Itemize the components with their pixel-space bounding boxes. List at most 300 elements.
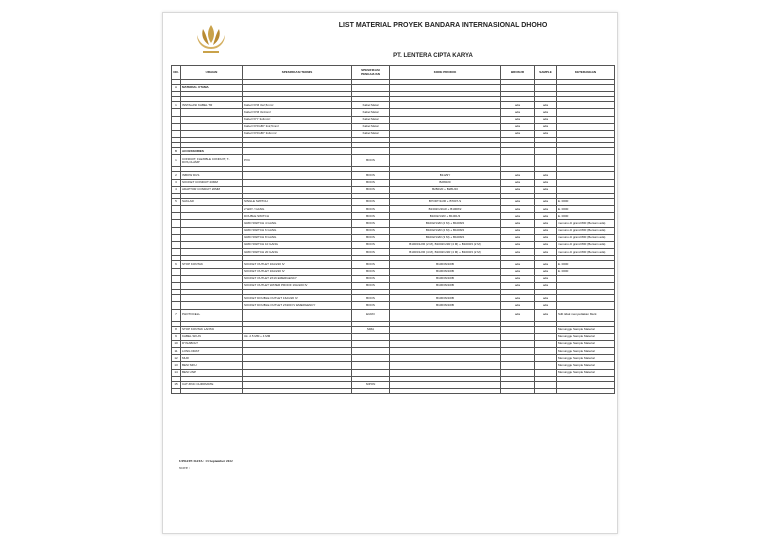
cell-brosur: ada (501, 198, 535, 205)
cell-kode-produk (390, 333, 501, 340)
cell-uraian (181, 282, 243, 289)
cell-no (172, 227, 181, 234)
cell-uraian: MATERIAL UTAMA (181, 85, 243, 92)
table-row (172, 234, 615, 241)
cell-keterangan: menunu di grand 800 (Bersam ada) (557, 220, 615, 227)
cell-no: 1 (172, 155, 181, 167)
document-page (162, 12, 618, 534)
cell-spek-teknis (243, 389, 352, 394)
cell-brosur: ada (501, 123, 535, 130)
cell-uraian (181, 302, 243, 309)
cell-sample: ada (535, 172, 557, 179)
cell-keterangan: E. 0000 (557, 213, 615, 220)
cell-spek-pengajuan (352, 355, 390, 362)
cell-keterangan: Menunggu Sample Material (557, 326, 615, 333)
cell-no (172, 234, 181, 241)
cell-uraian: STOP KONTAK (181, 261, 243, 268)
cell-brosur: ada (501, 302, 535, 309)
cell-spek-teknis: SINGLE SWITCH (243, 198, 352, 205)
cell-spek-pengajuan: BOOS (352, 213, 390, 220)
cell-spek-teknis: Kabel NYM 3x2,5mm² (243, 102, 352, 109)
cell-no (172, 220, 181, 227)
cell-no (172, 116, 181, 123)
cell-sample: ada (535, 179, 557, 186)
cell-no (172, 123, 181, 130)
cell-uraian: SAKLAR (181, 198, 243, 205)
cell-uraian: DYNABOLT (181, 340, 243, 347)
company-name: PT. LENTERA CIPTA KARYA (393, 53, 473, 59)
cell-kode-produk (390, 116, 501, 123)
cell-brosur (501, 355, 535, 362)
cell-sample: ada (535, 220, 557, 227)
cell-kode-produk: B1129Y (390, 172, 501, 179)
cell-sample: ada (535, 227, 557, 234)
cell-sample: ada (535, 282, 557, 289)
cell-sample: ada (535, 130, 557, 137)
cell-kode-produk (390, 123, 501, 130)
cell-brosur: ada (501, 186, 535, 193)
cell-uraian (181, 130, 243, 137)
cell-sample: ada (535, 261, 557, 268)
cell-spek-teknis (243, 355, 352, 362)
header-kode-produk: KODE PRODUK (390, 66, 501, 80)
table-row (172, 220, 615, 227)
cell-brosur: ada (501, 261, 535, 268)
cell-sample (535, 333, 557, 340)
cell-no: 11 (172, 348, 181, 355)
cell-uraian: ACCESSORIES (181, 148, 243, 155)
cell-spek-teknis (243, 85, 352, 92)
cell-kode-produk (390, 155, 501, 167)
table-row (172, 155, 615, 167)
cell-no (172, 302, 181, 309)
table-header-row (172, 66, 615, 80)
cell-uraian: CAT ZINC CHROMATE (181, 381, 243, 388)
cell-no (172, 249, 181, 256)
header-sample: SAMPLE (535, 66, 557, 80)
cell-brosur (501, 340, 535, 347)
cell-keterangan: Menunggu Sample Material (557, 348, 615, 355)
cell-spek-pengajuan: BOOS (352, 282, 390, 289)
cell-spek-teknis: GRID SWITCH 20 GANG (243, 249, 352, 256)
cell-spek-teknis: SOCKET OUTLET WATER PROOF 16A/220 IV (243, 282, 352, 289)
cell-spek-teknis: Kabel NYFGBY 3x2,5mm² (243, 123, 352, 130)
cell-spek-pengajuan: BOOS (352, 234, 390, 241)
cell-spek-teknis: Kabel NYM 3x4mm² (243, 109, 352, 116)
header-spek-pengajuan: SPESIFIKASI PENGAJUAN (352, 66, 390, 80)
cell-no (172, 206, 181, 213)
cell-spek-teknis: GRID SWITCH 6 GANG (243, 227, 352, 234)
cell-sample (535, 348, 557, 355)
cell-spek-teknis (243, 179, 352, 186)
cell-sample: ada (535, 234, 557, 241)
table-row (172, 148, 615, 155)
cell-kode-produk: B1063N/16IB (390, 268, 501, 275)
cell-sample: ada (535, 295, 557, 302)
cell-uraian: SOCKET CONDUIT 20MM (181, 179, 243, 186)
table-row (172, 268, 615, 275)
cell-kode-produk: B1063N/16IB (390, 261, 501, 268)
cell-sample (535, 389, 557, 394)
table-row (172, 326, 615, 333)
cell-sample: ada (535, 302, 557, 309)
cell-sample (535, 381, 557, 388)
cell-spek-pengajuan: Kabel Metal (352, 102, 390, 109)
cell-no: 6 (172, 261, 181, 268)
cell-brosur: ada (501, 109, 535, 116)
table-row (172, 362, 615, 369)
cell-no: 1 (172, 102, 181, 109)
cell-keterangan (557, 155, 615, 167)
cell-spek-teknis (243, 309, 352, 321)
cell-sample: ada (535, 102, 557, 109)
cell-brosur (501, 369, 535, 376)
cell-brosur (501, 362, 535, 369)
cell-spek-teknis: GRID SWITCH 10 GANG (243, 242, 352, 249)
cell-kode-produk (390, 326, 501, 333)
cell-spek-pengajuan (352, 85, 390, 92)
cell-kode-produk: B1002/1/2R + B1001/3 (390, 213, 501, 220)
cell-keterangan: menunu di grand 800 (Bersam ada) (557, 234, 615, 241)
cell-brosur (501, 348, 535, 355)
cell-brosur: ada (501, 130, 535, 137)
cell-kode-produk: B1002/1/2R (2 M) + B1008/2 (390, 227, 501, 234)
table-row (172, 242, 615, 249)
cell-keterangan (557, 302, 615, 309)
table-row (172, 381, 615, 388)
cell-kode-produk: B1302/1/2GR + B1008/2 (390, 206, 501, 213)
cell-brosur: ada (501, 116, 535, 123)
cell-spek-pengajuan: BOOS (352, 268, 390, 275)
cell-keterangan: Sdlt tidak menyediakan Merk (557, 309, 615, 321)
header-uraian: URAIAN (181, 66, 243, 80)
cell-spek-pengajuan (352, 333, 390, 340)
cell-keterangan: menunu di grand 800 (Bersam ada) (557, 242, 615, 249)
cell-spek-teknis (243, 172, 352, 179)
cell-brosur: ada (501, 206, 535, 213)
cell-kode-produk: B1002/1/2R (2 M) + B1008/2 (390, 220, 501, 227)
cell-kode-produk (390, 102, 501, 109)
cell-brosur: ada (501, 295, 535, 302)
cell-spek-pengajuan: BOOS (352, 275, 390, 282)
cell-kode-produk: B1003/1/2R (4 M), B1002/1/2R (4 M) + B1000/3 (2 M) (390, 249, 501, 256)
cell-kode-produk: B1063N/16IB (390, 302, 501, 309)
cell-kode-produk: B1063N/16IB (390, 295, 501, 302)
cell-keterangan (557, 186, 615, 193)
cell-keterangan: E. 0000 (557, 206, 615, 213)
cell-uraian (181, 109, 243, 116)
cell-brosur: ada (501, 172, 535, 179)
cell-no: 7 (172, 309, 181, 321)
table-row (172, 130, 615, 137)
cell-brosur (501, 333, 535, 340)
cell-no (172, 282, 181, 289)
cell-kode-produk (390, 130, 501, 137)
cell-spek-pengajuan (352, 348, 390, 355)
cell-spek-pengajuan: EURO (352, 309, 390, 321)
cell-spek-teknis: GRID SWITCH 8 GANG (243, 234, 352, 241)
table-row (172, 275, 615, 282)
cell-keterangan: Menunggu Sample Material (557, 333, 615, 340)
cell-spek-pengajuan (352, 340, 390, 347)
cell-no: 8 (172, 326, 181, 333)
cell-spek-teknis: SOCKET OUTLET 16A/220 IV (243, 268, 352, 275)
cell-keterangan (557, 130, 615, 137)
cell-brosur: ada (501, 309, 535, 321)
cell-uraian (181, 242, 243, 249)
table-row (172, 295, 615, 302)
cell-kode-produk (390, 348, 501, 355)
table-row (172, 369, 615, 376)
cell-uraian (181, 123, 243, 130)
header-brosur: BROSUR (501, 66, 535, 80)
cell-kode-produk (390, 389, 501, 394)
cell-sample: ada (535, 116, 557, 123)
cell-spek-teknis: 2 WAY / GANG (243, 206, 352, 213)
table-row (172, 85, 615, 92)
cell-spek-teknis: GRID SWITCH 4 GANG (243, 220, 352, 227)
cell-brosur: ada (501, 275, 535, 282)
cell-spek-teknis (243, 340, 352, 347)
cell-uraian (181, 268, 243, 275)
cell-uraian (181, 213, 243, 220)
cell-brosur: ada (501, 249, 535, 256)
cell-spek-teknis (243, 326, 352, 333)
cell-keterangan: Menunggu Sample Material (557, 362, 615, 369)
table-row (172, 172, 615, 179)
cell-spek-pengajuan: BOOS (352, 261, 390, 268)
cell-keterangan (557, 282, 615, 289)
table-row (172, 282, 615, 289)
table-row (172, 179, 615, 186)
cell-spek-pengajuan: Kabel Metal (352, 123, 390, 130)
cell-uraian: BESI UNP (181, 369, 243, 376)
cell-spek-teknis (243, 362, 352, 369)
cell-uraian: STOP KONTAK LANTAI (181, 326, 243, 333)
cell-uraian: INSTALASI KABEL TR (181, 102, 243, 109)
cell-keterangan (557, 381, 615, 388)
cell-uraian (181, 389, 243, 394)
cell-spek-pengajuan: Kabel Metal (352, 116, 390, 123)
cell-uraian (181, 249, 243, 256)
cell-spek-teknis (243, 381, 352, 388)
cell-no: B (172, 148, 181, 155)
cell-spek-pengajuan: BOOS (352, 227, 390, 234)
cell-no: 5 (172, 198, 181, 205)
cell-sample: ada (535, 206, 557, 213)
cell-spek-teknis: SOCKET DOUBLE OUTLET 2X200 IV EMERGENCY (243, 302, 352, 309)
cell-spek-teknis: PVC (243, 155, 352, 167)
cell-no: 4 (172, 186, 181, 193)
cell-keterangan: Menunggu Sample Material (557, 355, 615, 362)
cell-no: 14 (172, 369, 181, 376)
cell-sample (535, 362, 557, 369)
table-row (172, 102, 615, 109)
cell-spek-pengajuan: BOOS (352, 155, 390, 167)
table-row (172, 340, 615, 347)
cell-kode-produk (390, 85, 501, 92)
cell-spek-teknis: Kabel NYY 3x4mm² (243, 116, 352, 123)
cell-sample (535, 369, 557, 376)
cell-uraian (181, 295, 243, 302)
cell-spek-teknis: Uk. 2.5 MM + 4 MM (243, 333, 352, 340)
cell-keterangan (557, 179, 615, 186)
cell-uraian (181, 227, 243, 234)
cell-keterangan: menunu di grand 800 (Bersam ada) (557, 249, 615, 256)
table-row (172, 206, 615, 213)
cell-kode-produk (390, 381, 501, 388)
table-row (172, 227, 615, 234)
cell-brosur (501, 148, 535, 155)
cell-brosur: ada (501, 179, 535, 186)
cell-brosur (501, 389, 535, 394)
cell-kode-produk (390, 369, 501, 376)
table-body (172, 80, 615, 394)
table-row (172, 116, 615, 123)
cell-brosur (501, 326, 535, 333)
cell-no: 10 (172, 340, 181, 347)
update-date: UPDATE DATA : 13 September 2022 (179, 459, 233, 463)
cell-brosur: ada (501, 102, 535, 109)
cell-spek-pengajuan: NIPON (352, 381, 390, 388)
cell-no: 9 (172, 333, 181, 340)
cell-spek-pengajuan (352, 148, 390, 155)
cell-brosur (501, 381, 535, 388)
cell-keterangan (557, 172, 615, 179)
cell-no (172, 389, 181, 394)
cell-brosur: ada (501, 227, 535, 234)
header-spek-teknis: SPESIFIKASI TEKNIS (243, 66, 352, 80)
cell-kode-produk: B280/20 + B281/20 (390, 186, 501, 193)
cell-spek-pengajuan: BOOS (352, 242, 390, 249)
cell-brosur: ada (501, 282, 535, 289)
cell-sample: ada (535, 242, 557, 249)
cell-brosur: ada (501, 268, 535, 275)
cell-keterangan: E. 0000 (557, 268, 615, 275)
cell-brosur: ada (501, 213, 535, 220)
cell-sample (535, 340, 557, 347)
cell-brosur: ada (501, 242, 535, 249)
cell-no: 3 (172, 179, 181, 186)
cell-kode-produk: B1063N/16IB (390, 282, 501, 289)
cell-sample: ada (535, 198, 557, 205)
table-row (172, 355, 615, 362)
cell-uraian: CONDUIT, FLEXIBLE CONDUIT, T-DOS,CLAMP (181, 155, 243, 167)
cell-spek-pengajuan: Kabel Metal (352, 109, 390, 116)
cell-keterangan: E. 0000 (557, 198, 615, 205)
cell-keterangan: menunu di grand 800 (Bersam ada) (557, 227, 615, 234)
cell-uraian: PHOTOCELL (181, 309, 243, 321)
note-label: NOTE : (179, 466, 190, 470)
cell-no: 12 (172, 355, 181, 362)
table-row (172, 109, 615, 116)
table-row (172, 123, 615, 130)
cell-no (172, 213, 181, 220)
table-row (172, 249, 615, 256)
table-row (172, 309, 615, 321)
cell-keterangan (557, 148, 615, 155)
cell-keterangan (557, 102, 615, 109)
document-title: LIST MATERIAL PROYEK BANDARA INTERNASIONAL DHOHO (338, 22, 548, 29)
cell-spek-pengajuan: BOOS (352, 249, 390, 256)
material-table (171, 65, 615, 394)
cell-spek-pengajuan: BOOS (352, 302, 390, 309)
cell-kode-produk: B280/20 (390, 179, 501, 186)
cell-kode-produk (390, 148, 501, 155)
cell-sample: ada (535, 249, 557, 256)
cell-sample: ada (535, 186, 557, 193)
cell-kode-produk: B1002/1/2R (3 M) + B1008/4 (390, 234, 501, 241)
cell-sample (535, 148, 557, 155)
cell-kode-produk: B1003/1/2R (2 M), B1002/1/2R (4 M) + B1000/3 (2 M) (390, 242, 501, 249)
cell-kode-produk (390, 362, 501, 369)
cell-sample: ada (535, 123, 557, 130)
table-row (172, 302, 615, 309)
cell-spek-pengajuan: BOOS (352, 198, 390, 205)
cell-spek-pengajuan: BOOS (352, 220, 390, 227)
cell-no (172, 242, 181, 249)
cell-keterangan (557, 109, 615, 116)
cell-no: 2 (172, 172, 181, 179)
cell-kode-produk (390, 309, 501, 321)
table-spacer-row (172, 389, 615, 394)
cell-spek-pengajuan (352, 389, 390, 394)
cell-kode-produk: B1063N/16IB (390, 275, 501, 282)
cell-keterangan: E. 0000 (557, 261, 615, 268)
cell-uraian: INBOW DUS (181, 172, 243, 179)
cell-no (172, 275, 181, 282)
cell-uraian: KABEL SKUN (181, 333, 243, 340)
cell-brosur (501, 155, 535, 167)
cell-spek-teknis: SOCKET DOUBLE OUTLET 16A/220 IV (243, 295, 352, 302)
cell-spek-pengajuan: BOOS (352, 172, 390, 179)
cell-spek-teknis (243, 148, 352, 155)
cell-no: A (172, 85, 181, 92)
cell-uraian (181, 206, 243, 213)
cell-no (172, 109, 181, 116)
cell-uraian: BESI SIKU (181, 362, 243, 369)
cell-spek-pengajuan: BOOS (352, 206, 390, 213)
cell-sample (535, 326, 557, 333)
cell-brosur: ada (501, 234, 535, 241)
cell-no (172, 268, 181, 275)
cell-keterangan (557, 123, 615, 130)
cell-keterangan (557, 275, 615, 282)
cell-sample: ada (535, 268, 557, 275)
cell-uraian (181, 275, 243, 282)
cell-spek-teknis: SOCKET OUTLET 16A/220 IV (243, 261, 352, 268)
header-keterangan: KETERANGAN (557, 66, 615, 80)
cell-keterangan (557, 85, 615, 92)
cell-spek-pengajuan: BOOS (352, 186, 390, 193)
cell-sample: ada (535, 309, 557, 321)
cell-kode-produk: B7ODT/1/2R + B7007-S (390, 198, 501, 205)
cell-kode-produk (390, 340, 501, 347)
cell-brosur (501, 85, 535, 92)
cell-spek-pengajuan (352, 362, 390, 369)
cell-sample: ada (535, 109, 557, 116)
cell-spek-pengajuan (352, 369, 390, 376)
cell-keterangan (557, 389, 615, 394)
cell-sample (535, 355, 557, 362)
header-no: NO. (172, 66, 181, 80)
cell-kode-produk (390, 355, 501, 362)
table-row (172, 348, 615, 355)
cell-sample: ada (535, 213, 557, 220)
cell-sample (535, 85, 557, 92)
cell-no: 15 (172, 381, 181, 388)
cell-spek-pengajuan: Kabel Metal (352, 130, 390, 137)
